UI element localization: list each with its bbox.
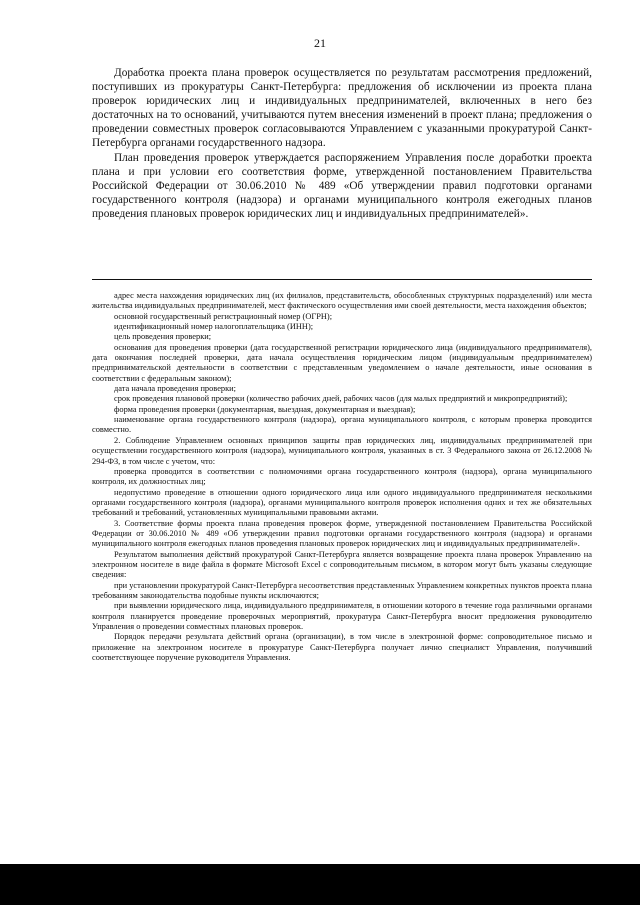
footnotes [92, 291, 592, 663]
note-purpose: цель проведения проверки; [114, 332, 212, 342]
note-authority: проверка проводится в соответствии с полномочиями органа государственного контроля (надзора), органа муниципального контроля, их должностных лиц; [92, 466, 592, 487]
note-ogrn: основной государственный регистрационный номер (ОГРН); [114, 311, 333, 321]
note-address: адрес места нахождения юридических лиц (их филиалов, представительств, обособленных структурных подразделений) или места жительства индивидуальных предпринимателей, мест фактического осуществления ими своей деятельности, места нахождения объектов; [92, 291, 592, 311]
note-duration: срок проведения плановой проверки (количество рабочих дней, рабочих часов (для малых предприятий и микропредприятий); [114, 394, 568, 404]
note-inn: идентификационный номер налогоплательщика (ИНН); [114, 322, 314, 332]
note-no-duplication: недопустимо проведение в отношении одного юридического лица или одного индивидуального предпринимателя несколькими органами государственного контроля (надзора), органами муниципального контроля проверок исполнения одних и тех же обязательных требований и требований, установленных муниципальными правовыми актами. [92, 487, 592, 518]
paragraph-plan-approval: План проведения проверок утверждается распоряжением Управления после доработки проекта плана и при условии его соответствия форме, утвержденной постановлением Правительства Российской Федерации от 30.06.2010 № 489 «Об утверждении правил подготовки органами государственного контроля (надзора) и органами муниципального контроля ежегодных планов проведения плановых проверок юридических лиц и индивидуальных предпринимателей». [92, 151, 592, 220]
scan-bottom-edge [0, 864, 640, 905]
note-result: Результатом выполнения действий прокуратурой Санкт-Петербурга является возвращение проекта плана проверок Управлению на электронном носителе в виде файла в формате Microsoft Excel с сопроводительным письмом, в котором могут быть указаны следующие сведения: [92, 549, 592, 580]
note-form-compliance: 3. Соответствие формы проекта плана проведения проверок форме, утвержденной постановлением Правительства Российской Федерации от 30.06.2010 № 489 «Об утверждении правил подготовки органами государственного контроля (надзора) и органами муниципального контроля ежегодных планов проведения плановых проверок юридических лиц и индивидуальных предпринимателей». [92, 518, 592, 549]
note-grounds: основания для проведения проверки (дата государственной регистрации юридического лица (индивидуального предпринимателя), дата окончания последней проверки, дата начала осуществления юридическим лицом (индивидуальным предпринимателем) предпринимательской деятельности в соответствии с представленным уведомлением о начале деятельности, иные основания в соответствии с федеральным законом); [92, 342, 592, 383]
note-joint-proposals: при выявлении юридического лица, индивидуального предпринимателя, в отношении которого в течение года различными органами контроля планируется проведение проверочных мероприятий, прокуратура Санкт-Петербурга вносит предложения руководителю Управления о проведении совместных плановых проверок. [92, 601, 592, 631]
note-principles: 2. Соблюдение Управлением основных принципов защиты прав юридических лиц, индивидуальных предпринимателей при осуществлении государственного контроля (надзора), муниципального контроля, указанных в ст. 3 Федерального закона от 26.12.2008 № 294-ФЗ, в том числе с учетом, что: [92, 435, 592, 466]
main-text [92, 66, 592, 221]
note-form: форма проведения проверки (документарная, выездная, документарная и выездная); [114, 404, 416, 414]
paragraph-plan-revision: Доработка проекта плана проверок осуществляется по результатам рассмотрения предложений, поступивших из прокуратуры Санкт-Петербурга: предложения об исключении из проекта плана проверок юридических лиц и индивидуальных предпринимателей, включенных в него без достаточных на то оснований, учитываются путем внесения изменений в проект плана; предложения о проведении совместных проверок согласовываются Управлением с указанными прокуратурой Санкт-Петербурга органами государственного надзора. [92, 67, 592, 150]
note-exclusion: при установлении прокуратурой Санкт-Петербурга несоответствия представленных Управлением конкретных пунктов проекта плана требованиям законодательства подобные пункты исключаются; [92, 580, 592, 600]
note-joint-body: наименование органа государственного контроля (надзора), органа муниципального контроля, с которым проверка проводится совместно. [92, 415, 592, 435]
footnote-separator [92, 279, 592, 280]
page-number: 21 [314, 36, 326, 50]
note-transfer-order: Порядок передачи результата действий органа (организации), в том числе в электронной форме: сопроводительное письмо и приложение на электронном носителе в прокуратуре Санкт-Петербурга получает лично специалист Управления, получивший соответствующее поручение руководителя Управления. [92, 632, 592, 663]
note-start-date: дата начала проведения проверки; [114, 384, 236, 394]
